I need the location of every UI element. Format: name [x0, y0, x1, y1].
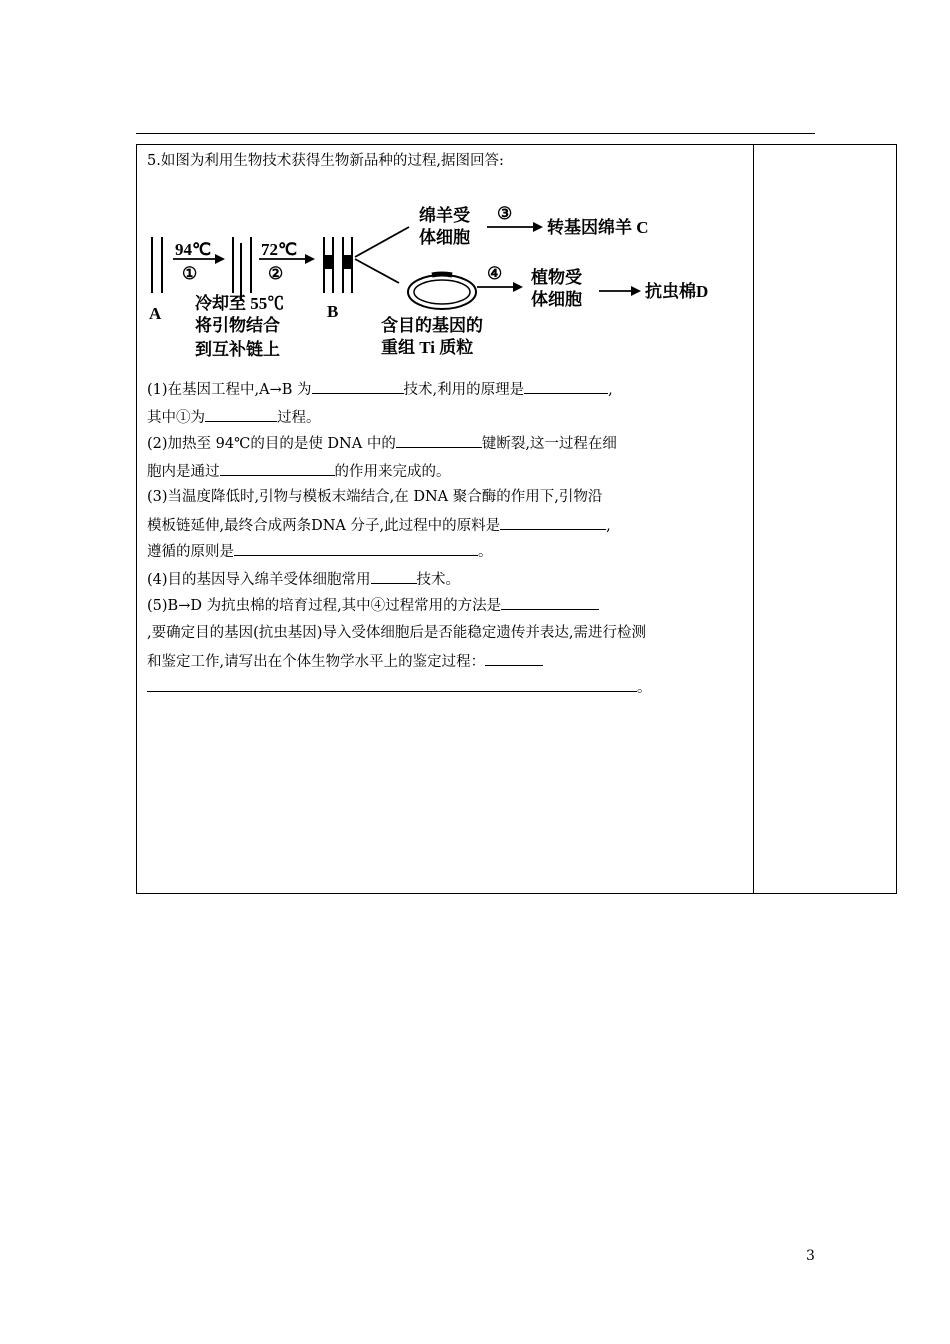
answer-blank[interactable]: [501, 595, 599, 610]
question-5-line2: ,要确定目的基因(抗虫基因)导入受体细胞后是否能稳定遗传并表达,需进行检测: [147, 625, 647, 641]
answer-blank[interactable]: [220, 461, 335, 476]
question-1-line1: (1)在基因工程中,A→B 为 技术,利用的原理是 ,: [147, 379, 613, 399]
question-table: [136, 144, 897, 894]
cool-line1: 冷却至 55℃: [195, 294, 285, 313]
plasmid-line2: 重组 Ti 质粒: [381, 338, 474, 357]
answer-blank[interactable]: [524, 379, 608, 394]
temp-94: 94℃: [175, 240, 212, 259]
plant-cell-line2: 体细胞: [531, 290, 582, 309]
sheep-cell-line2: 体细胞: [419, 228, 470, 247]
page-number: 3: [806, 1248, 815, 1264]
question-4: (4)目的基因导入绵羊受体细胞常用 技术。: [147, 569, 460, 589]
question-2-line2: 胞内是通过 的作用来完成的。: [147, 461, 451, 481]
question-5-line3: 和鉴定工作,请写出在个体生物学水平上的鉴定过程：: [147, 651, 543, 671]
cool-line2: 将引物结合: [195, 316, 280, 335]
question-5-line1: (5)B→D 为抗虫棉的培育过程,其中④过程常用的方法是: [147, 595, 599, 615]
question-1-line2: 其中①为 过程。: [147, 407, 321, 427]
sheep-cell-line1: 绵羊受: [419, 206, 470, 225]
question-5-line4: 。: [147, 677, 652, 697]
temp-72: 72℃: [261, 240, 298, 259]
step-2: ②: [268, 264, 284, 283]
step-4: ④: [487, 264, 503, 283]
question-3-line2: 模板链延伸,最终合成两条DNA 分子,此过程中的原料是 ,: [147, 515, 611, 535]
label-b: B: [327, 302, 339, 321]
question-3-line1: (3)当温度降低时,引物与模板末端结合,在 DNA 聚合酶的作用下,引物沿: [147, 489, 603, 505]
header-rule: [136, 133, 815, 134]
plant-cell-line1: 植物受: [531, 268, 582, 287]
answer-blank[interactable]: [500, 515, 606, 530]
plasmid-line1: 含目的基因的: [381, 316, 483, 335]
answer-blank[interactable]: [147, 677, 637, 692]
answer-blank[interactable]: [234, 541, 478, 556]
answer-blank[interactable]: [485, 651, 543, 666]
question-title: 5.如图为利用生物技术获得生物新品种的过程,据图回答:: [147, 153, 504, 169]
column-divider: [753, 145, 754, 893]
pcr-transgenic-diagram: [147, 197, 747, 372]
answer-blank[interactable]: [205, 407, 277, 422]
answer-blank[interactable]: [371, 569, 417, 584]
label-a: A: [149, 304, 162, 323]
answer-blank[interactable]: [396, 433, 482, 448]
question-3-line3: 遵循的原则是 。: [147, 541, 493, 561]
answer-blank[interactable]: [312, 379, 404, 394]
step-1: ①: [182, 264, 198, 283]
sheep-result: 转基因绵羊 C: [547, 218, 649, 237]
cotton-result: 抗虫棉D: [645, 282, 709, 301]
question-2-line1: (2)加热至 94℃的目的是使 DNA 中的 键断裂,这一过程在细: [147, 433, 617, 453]
step-3: ③: [497, 204, 513, 223]
cool-line3: 到互补链上: [195, 340, 280, 359]
